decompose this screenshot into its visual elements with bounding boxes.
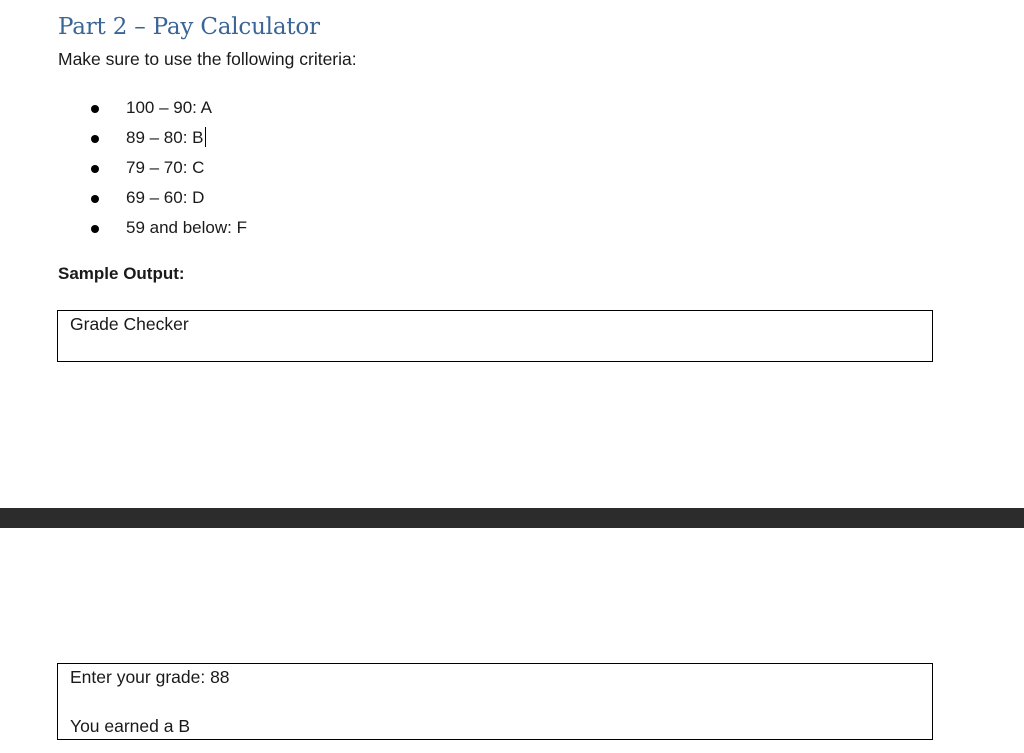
- intro-text: Make sure to use the following criteria:: [58, 49, 357, 69]
- list-item: [0, 156, 400, 186]
- bullet-icon: [91, 225, 99, 233]
- page-break-bar: [0, 508, 1024, 528]
- criteria-text: [126, 126, 206, 150]
- sample-output-box-top: [57, 310, 933, 362]
- criteria-text: 100 – 90: A: [126, 98, 213, 117]
- criteria-text: 69 – 60: D: [126, 188, 205, 207]
- bullet-icon: [91, 105, 99, 113]
- bullet-icon: [91, 135, 99, 143]
- output-line: You earned a B: [70, 716, 191, 736]
- list-item: [0, 216, 400, 246]
- text-cursor: [205, 127, 206, 147]
- list-item: [0, 126, 400, 156]
- sample-output-box-bottom: [57, 663, 933, 740]
- document-page-2: [0, 528, 1024, 753]
- list-item: [0, 186, 400, 216]
- section-heading: Part 2 – Pay Calculator: [58, 14, 320, 40]
- output-line: Grade Checker: [70, 314, 189, 334]
- output-line: Enter your grade: 88: [70, 667, 230, 687]
- criteria-list: [0, 96, 400, 246]
- bullet-icon: [91, 165, 99, 173]
- bullet-icon: [91, 195, 99, 203]
- list-item: [0, 96, 400, 126]
- sample-output-heading: Sample Output:: [58, 264, 185, 283]
- criteria-text: 59 and below: F: [126, 218, 247, 237]
- criteria-text: 79 – 70: C: [126, 158, 205, 177]
- criteria-text-value: 89 – 80: B: [126, 128, 204, 147]
